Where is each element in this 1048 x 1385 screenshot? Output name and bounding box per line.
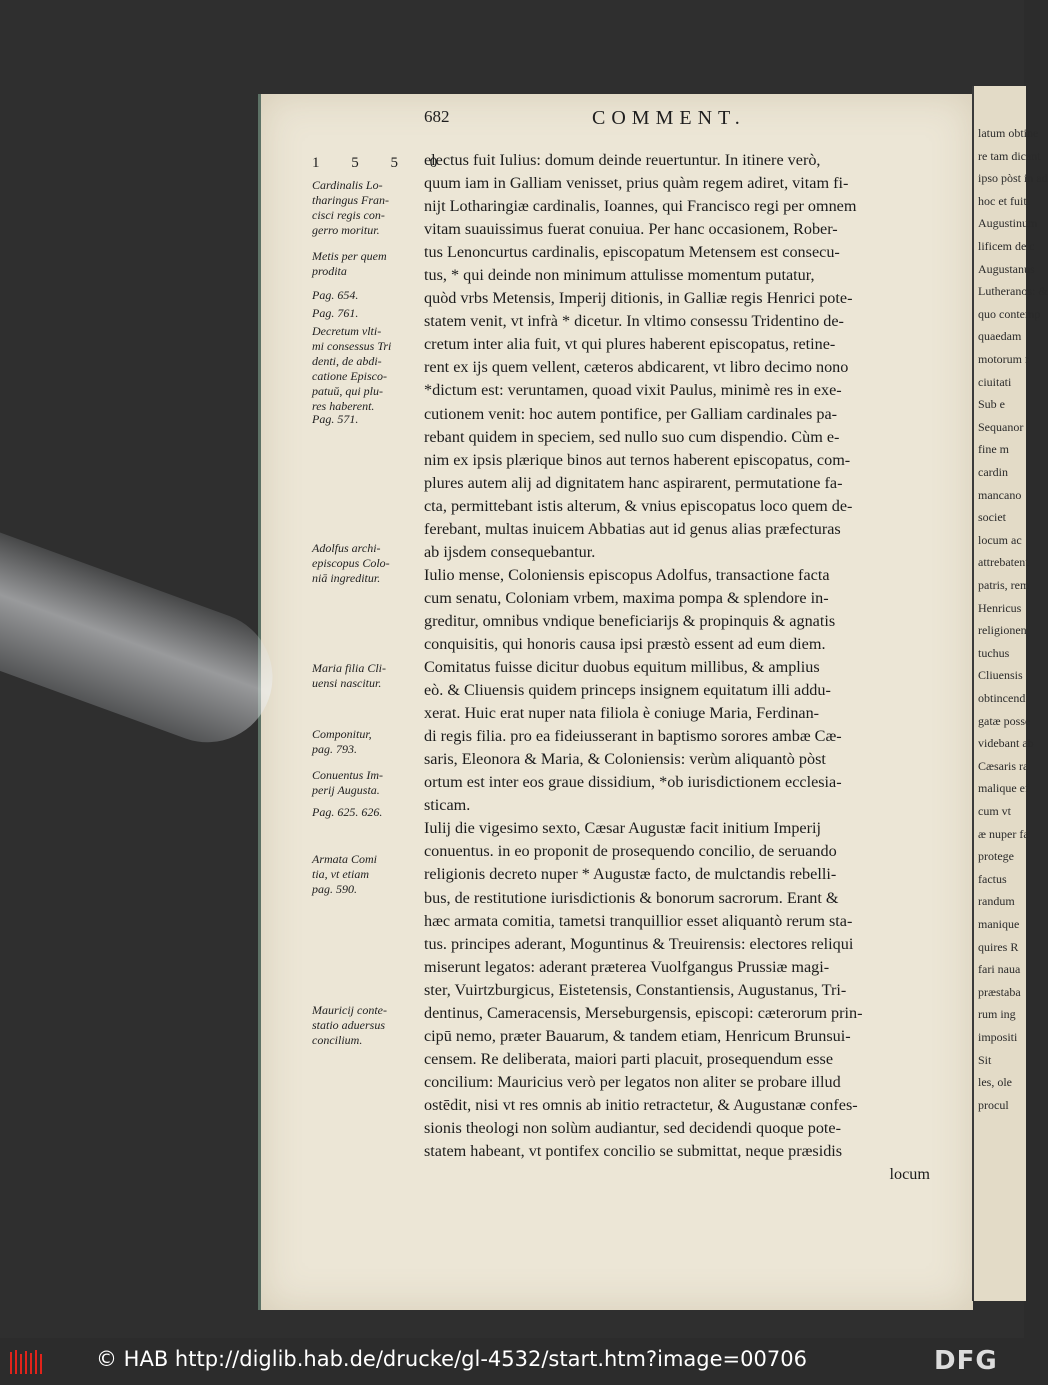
text-line: religionis decreto nuper * Augustæ facto, de mulctandis rebelli-	[424, 865, 837, 884]
facing-page-text: quires R	[978, 939, 1019, 954]
facing-page-text: malique ef	[978, 781, 1029, 796]
margin-note	[312, 1003, 420, 1048]
facing-page-text: impositi	[978, 1030, 1018, 1044]
margin-note	[312, 324, 420, 414]
facing-page-text: religionen	[978, 623, 1027, 638]
text-line: concilium: Mauricius verò per legatos non aliter se probare illud	[424, 1072, 841, 1091]
margin-note	[312, 852, 420, 897]
margin-note	[312, 661, 420, 691]
text-line: tus Lenoncurtus cardinalis, episcopatum Metensem est consecu-	[424, 243, 840, 262]
margin-note-line: 1 5 5 0	[312, 155, 452, 171]
margin-note-line: pag. 590.	[312, 882, 357, 896]
facing-page-text: Augustanus	[978, 261, 1035, 276]
margin-note-line: Metis per quem	[312, 249, 387, 263]
text-line: nim ex ipsis plærique binos aut ternos haberent episcopatus, com-	[424, 450, 851, 469]
margin-note-line: Adolfus archi-	[312, 541, 381, 555]
margin-note	[312, 306, 420, 321]
text-line: ster, Vuirtzburgicus, Eistetensis, Constantiensis, Augustanus, Tri-	[424, 980, 847, 999]
facing-page-text: mancano	[978, 487, 1022, 502]
text-line: dentinus, Cameracensis, Merseburgensis, episcopi: cæterorum prin-	[424, 1003, 863, 1022]
dfg-logo: DFG	[934, 1346, 998, 1376]
margin-note-line: cisci regis con-	[312, 208, 385, 222]
body-text	[424, 149, 930, 1186]
facing-page-text: procul	[978, 1097, 1009, 1112]
facing-page-text: lificem de c	[978, 239, 1035, 253]
facing-page-text: factus	[978, 871, 1007, 886]
margin-note-line: Pag. 761.	[312, 306, 359, 320]
facing-page-text: obtincend	[978, 691, 1026, 705]
margin-note-line: statio aduersus	[312, 1018, 386, 1032]
text-line: Comitatus fuisse dicitur duobus equitum millibus, & amplius	[424, 658, 820, 677]
text-line: electus fuit Iulius: domum deinde reuertuntur. In itinere verò,	[424, 151, 821, 169]
text-line: ortum est inter eos graue dissidium, *ob iurisdictionem ecclesia-	[424, 773, 842, 792]
text-line: cretum inter alia fuit, vt qui plures haberent episcopatus, retine-	[424, 335, 836, 354]
margin-note-line: niā ingreditur.	[312, 571, 381, 585]
margin-note-line: Armata Comi	[312, 852, 378, 866]
text-line: nijt Lotharingiæ cardinalis, Ioannes, qui Francisco regi per omnem	[424, 197, 857, 216]
text-line: Iulij die vigesimo sexto, Cæsar Augustæ facit initium Imperij	[424, 819, 822, 838]
facing-page-text: latum obtine	[978, 126, 1039, 140]
text-line: locum	[889, 1165, 930, 1184]
facing-page-text: ciuitati	[978, 374, 1012, 389]
text-line: tus. principes aderant, Moguntinus & Treuirensis: electores reliqui	[424, 934, 854, 953]
hab-logo-icon	[8, 1348, 46, 1376]
margin-note	[312, 155, 452, 171]
text-line: ferebant, multas inuicem Abbatias aut id genus alias præfecturas	[424, 519, 841, 538]
facing-page-text: rum ing	[978, 1007, 1016, 1022]
facing-page-text: randum	[978, 894, 1015, 909]
text-line: cum senatu, Coloniam vrbem, maxima pompa & splendore in-	[424, 588, 829, 607]
margin-note-line: res haberent.	[312, 399, 375, 413]
text-line: sionis theologi non solùm audiantur, sed decidendi quoque pote-	[424, 1118, 842, 1137]
margin-note-line: pag. 793.	[312, 742, 357, 756]
facing-page-text: Cæsaris ra	[978, 758, 1029, 773]
margin-note-line: gerro moritur.	[312, 223, 380, 237]
facing-page-text: quaedam	[978, 329, 1022, 344]
facing-page-text: protege	[978, 849, 1014, 864]
facing-page-text: societ	[978, 510, 1006, 525]
text-line: miserunt legatos: aderant præterea Vuolfgangus Prussiæ magi-	[424, 957, 830, 976]
text-line: *dictum est: veruntamen, quoad vixit Paulus, minimè res in exe-	[424, 381, 842, 400]
margin-note	[312, 541, 420, 586]
margin-note	[312, 805, 420, 820]
facing-page-text: videbant ab	[978, 736, 1034, 751]
margin-note-line: Decretum vlti-	[312, 324, 382, 338]
text-line: di regis filia. pro ea fideiusserant in baptismo sorores ambæ Cæ-	[424, 727, 842, 746]
margin-note-line: Pag. 625. 626.	[312, 805, 383, 819]
text-line: Iulio mense, Coloniensis episcopus Adolfus, transactione facta	[424, 565, 830, 584]
margin-note	[312, 412, 420, 427]
facing-page-text: quo contemp	[978, 306, 1041, 321]
facing-page-text: præstaba	[978, 984, 1021, 999]
facing-page-text: fari naua	[978, 962, 1021, 977]
margin-note-line: Mauricij conte-	[312, 1003, 387, 1017]
facing-page-text: Henricus	[978, 600, 1022, 615]
text-line: ab ijsdem consequebantur.	[424, 542, 596, 561]
facing-page-text: hoc et fuit	[978, 193, 1027, 208]
margin-note-line: Maria filia Cli-	[312, 661, 387, 675]
margin-note-line: tia, vt etiam	[312, 867, 369, 881]
facing-page-text: manique	[978, 917, 1020, 931]
margin-note	[312, 768, 420, 798]
facing-page-text: Sub e	[978, 397, 1005, 412]
text-line: eò. & Cliuensis quidem princeps insignem equitatum illi addu-	[424, 681, 831, 700]
margin-note	[312, 249, 420, 279]
text-line: conuentus. in eo proponit de prosequendo concilio, de seruando	[424, 842, 837, 861]
facing-page-text: gatæ posse	[978, 713, 1031, 728]
facing-page-edge	[972, 86, 1048, 1301]
facing-page-text: attrebatent	[978, 555, 1029, 570]
facing-page-text: tuchus	[978, 645, 1010, 660]
margin-note-line: Conuentus Im-	[312, 768, 383, 782]
text-line: bus, de restitutione iurisdictionis & bonorum sacrorum. Erant &	[424, 888, 839, 907]
margin-note-line: Pag. 654.	[312, 288, 359, 302]
margin-note-line: prodita	[312, 264, 347, 278]
page-number: 682	[424, 107, 450, 126]
text-line: saris, Eleonora & Maria, & Coloniensis: verùm aliquantò pòst	[424, 750, 826, 769]
text-line: ostēdit, nisi vt res omnis ab initio retractetur, & Augustanæ confes-	[424, 1095, 858, 1114]
facing-page-text: locum ac	[978, 532, 1022, 547]
facing-page-text: Augustinum	[978, 216, 1038, 231]
text-line: xerat. Huic erat nuper nata filiola è coniuge Maria, Ferdinan-	[424, 704, 820, 723]
facing-page-text: re tam dicant	[978, 148, 1041, 163]
glass-rod-glare	[0, 518, 291, 761]
text-line: cta, permittebant istis alterum, & vnius episcopatus loco quem de-	[424, 496, 853, 515]
text-line: quum iam in Galliam venisset, prius quàm regem adiret, vitam fi-	[424, 174, 849, 193]
facing-page-text: motorum r	[978, 352, 1029, 366]
text-line: plures autem alij ad dignitatem hanc aspirarent, permutatione fa-	[424, 473, 843, 492]
text-line: hæc armata comitia, tametsi tranquillior esset aliquantò rerum sta-	[424, 911, 853, 930]
facing-page-text: æ nuper fa	[978, 826, 1029, 841]
facing-page-text: les, ole	[978, 1075, 1012, 1090]
margin-note-line: tharingus Fran-	[312, 193, 390, 207]
margin-note-line: Cardinalis Lo-	[312, 178, 383, 192]
facing-page-text: cardin	[978, 465, 1008, 479]
text-line: cipū nemo, præter Bauarum, & tandem etiam, Henricum Brunsui-	[424, 1026, 851, 1045]
text-line: cutionem venit: hoc autem pontifice, per Galliam cardinales pa-	[424, 404, 838, 423]
text-line: sticam.	[424, 796, 471, 815]
facing-page-text: Lutheranos: &	[978, 284, 1048, 299]
margin-note-line: episcopus Colo-	[312, 556, 390, 570]
margin-note	[312, 727, 420, 757]
margin-note-line: patuŭ, qui plu-	[312, 384, 383, 398]
margin-note-line: concilium.	[312, 1033, 363, 1047]
copyright-url[interactable]: © HAB http://diglib.hab.de/drucke/gl-4532/start.htm?image=00706	[96, 1347, 807, 1371]
facing-page-text: Cliuensis	[978, 668, 1023, 683]
facing-page-text: Sequanor	[978, 419, 1024, 434]
text-line: tus, * qui deinde non minimum attulisse momentum putatur,	[424, 266, 815, 285]
footer-bar	[0, 1338, 1024, 1385]
text-line: greditur, omnibus vndique beneficiarijs & propinquis & agnatis	[424, 611, 836, 630]
facing-page-text: cum vt	[978, 804, 1011, 818]
running-head: COMMENT.	[592, 107, 746, 129]
facing-page-text: patris, rem	[978, 578, 1030, 592]
facing-page-text: ipso pòst in ad	[978, 171, 1048, 186]
margin-note-line: Componitur,	[312, 727, 372, 741]
text-line: statem habeant, vt pontifex concilio se submittat, neque præsidis	[424, 1142, 843, 1161]
text-line: rent ex ijs quem vellent, cæteros abdicarent, vt libro decimo nono	[424, 358, 849, 377]
margin-note-line: catione Episco-	[312, 369, 387, 383]
facing-page-text: Sit	[978, 1052, 992, 1067]
margin-note-line: perij Augusta.	[312, 783, 380, 797]
text-line: statem venit, vt infrà * dicetur. In vltimo consessu Tridentino de-	[424, 312, 844, 331]
margin-note-line: mi consessus Tri	[312, 339, 392, 353]
margin-note	[312, 178, 420, 238]
text-line: rebant quidem in speciem, sed nullo suo cum dispendio. Cùm e-	[424, 427, 840, 446]
facing-page-text: fine m	[978, 442, 1009, 457]
text-line: censem. Re deliberata, maiori parti placuit, prosequendum esse	[424, 1049, 834, 1068]
margin-note-line: Pag. 571.	[312, 412, 359, 426]
text-line: conquisitis, qui honoris causa ipsi præstò essent ad eum diem.	[424, 634, 826, 653]
text-line: quòd vrbs Metensis, Imperij ditionis, in Galliæ regis Henrici pote-	[424, 289, 853, 308]
margin-note	[312, 288, 420, 303]
text-line: vitam suauissimus fuerat conuiua. Per hanc occasionem, Rober-	[424, 220, 838, 239]
margin-note-line: denti, de abdi-	[312, 354, 382, 368]
margin-note-line: uensi nascitur.	[312, 676, 382, 690]
